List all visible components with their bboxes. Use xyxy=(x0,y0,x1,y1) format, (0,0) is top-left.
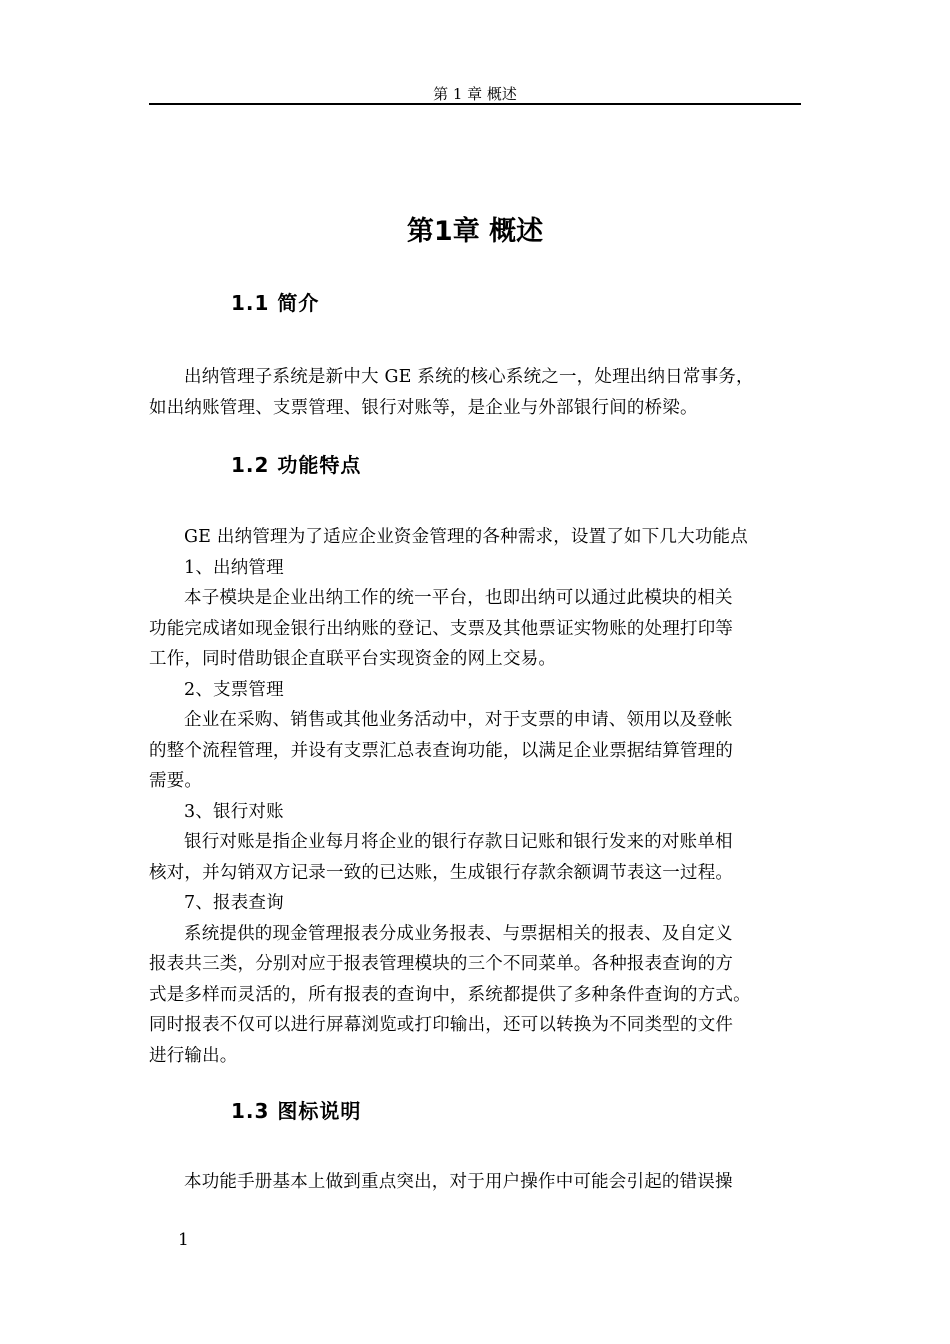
list-item-heading: 3、银行对账 xyxy=(184,801,284,822)
list-item-heading: 7、报表查询 xyxy=(184,893,284,913)
section-1-1-body xyxy=(149,362,801,423)
body-line: 式是多样而灵活的，所有报表的查询中，系统都提供了多种条件查询的方式。 xyxy=(149,984,751,1005)
body-line: 如出纳账管理、支票管理、银行对账等，是企业与外部银行间的桥梁。 xyxy=(149,397,698,418)
body-line: 核对，并勾销双方记录一致的已达账，生成银行存款余额调节表这一过程。 xyxy=(149,862,734,883)
body-line: 的整个流程管理，并设有支票汇总表查询功能，以满足企业票据结算管理的 xyxy=(149,740,734,761)
body-line: 工作，同时借助银企直联平台实现资金的网上交易。 xyxy=(149,649,557,669)
body-line: 出纳管理子系统是新中大 GE 系统的核心系统之一，处理出纳日常事务， xyxy=(184,367,754,387)
section-1-3-body xyxy=(149,1167,801,1198)
header-rule xyxy=(149,103,801,105)
body-line: 本子模块是企业出纳工作的统一平台，也即出纳可以通过此模块的相关 xyxy=(184,588,733,608)
running-header: 第 1 章 概述 xyxy=(433,85,517,103)
section-1-2-body xyxy=(149,522,801,1071)
body-line: 企业在采购、销售或其他业务活动中，对于支票的申请、领用以及登帐 xyxy=(184,710,733,730)
body-line: 报表共三类，分别对应于报表管理模块的三个不同菜单。各种报表查询的方 xyxy=(149,954,734,974)
body-line: 同时报表不仅可以进行屏幕浏览或打印输出，还可以转换为不同类型的文件 xyxy=(149,1015,734,1035)
list-item-heading: 1、出纳管理 xyxy=(184,557,284,578)
body-line: GE 出纳管理为了适应企业资金管理的各种需求，设置了如下几大功能点 xyxy=(184,527,748,547)
section-heading-1-1: 1.1 简介 xyxy=(231,291,320,315)
body-line: 银行对账是指企业每月将企业的银行存款日记账和银行发来的对账单相 xyxy=(184,832,733,852)
body-line: 需要。 xyxy=(149,771,203,791)
chapter-title: 第1章 概述 xyxy=(406,216,544,247)
body-line: 功能完成诸如现金银行出纳账的登记、支票及其他票证实物账的处理打印等 xyxy=(149,618,734,639)
list-item-heading: 2、支票管理 xyxy=(184,679,284,700)
section-heading-1-3: 1.3 图标说明 xyxy=(231,1099,362,1123)
body-line: 进行输出。 xyxy=(149,1045,238,1066)
page-number: 1 xyxy=(178,1230,189,1250)
section-heading-1-2: 1.2 功能特点 xyxy=(231,453,362,477)
body-line: 本功能手册基本上做到重点突出，对于用户操作中可能会引起的错误操 xyxy=(184,1172,733,1192)
body-line: 系统提供的现金管理报表分成业务报表、与票据相关的报表、及自定义 xyxy=(184,923,733,944)
